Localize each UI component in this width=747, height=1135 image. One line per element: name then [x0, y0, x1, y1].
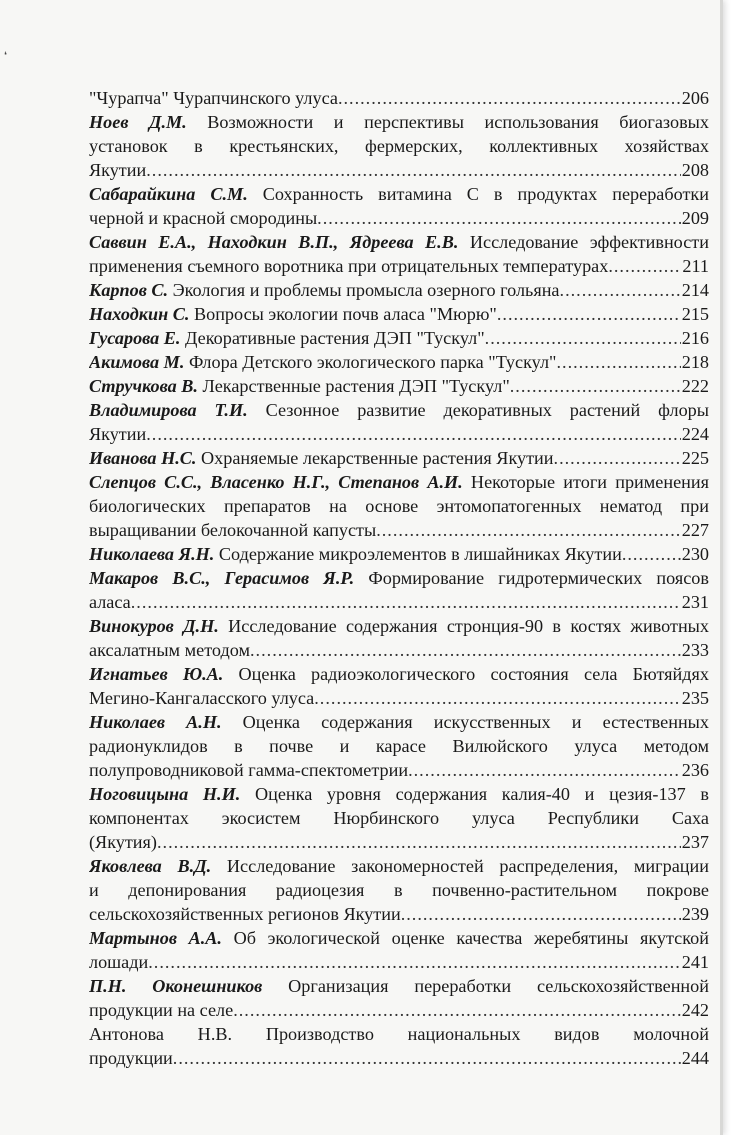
toc-entry-line: [89, 878, 709, 902]
toc-entry-author: Ноев Д.М.: [89, 112, 187, 132]
toc-entry: [89, 662, 709, 710]
toc-entry: [89, 614, 709, 662]
toc-entry: [89, 782, 709, 854]
toc-entry-page: 206: [681, 88, 709, 108]
toc-entry-author: Слепцов С.С., Власенко Н.Г., Степанов А.И.: [89, 472, 463, 492]
toc-entry-title: Якутии: [89, 424, 147, 444]
toc-entry-title: радионуклидов в почве и карасе Вилюйского улуса методом: [89, 736, 709, 756]
toc-entry-line: [89, 350, 709, 374]
toc-entry: [89, 230, 709, 278]
toc-entry-line: [89, 950, 709, 974]
toc-entry-title: Якутии: [89, 160, 147, 180]
toc-entry-author: Иванова Н.С.: [89, 448, 197, 468]
toc-entry-title: Оценка содержания искусственных и естественных: [221, 712, 709, 732]
dot-leader: [554, 446, 681, 470]
dot-leader: [338, 86, 681, 110]
toc-entry-title: Формирование гидротермических поясов: [354, 568, 709, 588]
toc-entry-line: [89, 662, 709, 686]
toc-entry-title: Лекарственные растения ДЭП "Тускул": [197, 376, 510, 396]
toc-entry-line: [89, 254, 709, 278]
toc-entry: [89, 926, 709, 974]
dot-leader: [317, 206, 681, 230]
toc-entry: [89, 398, 709, 446]
toc-entry-line: [89, 230, 709, 254]
dot-leader: [131, 590, 681, 614]
toc-entry-title: Вопросы экологии почв аласа "Мюрю": [189, 304, 497, 324]
dot-leader: [408, 758, 681, 782]
toc-entry-author: Николаев А.Н.: [89, 712, 222, 732]
dot-leader: [148, 950, 680, 974]
toc-entry-author: Николаева Я.Н.: [89, 544, 215, 564]
dot-leader: [173, 1046, 681, 1070]
dot-leader: [233, 998, 681, 1022]
toc-entry-author: Акимова М.: [89, 352, 185, 372]
toc-entry-title: Исследование эффективности: [458, 232, 709, 252]
toc-entry: [89, 350, 709, 374]
toc-entry-title: Возможности и перспективы использования биогазовых: [186, 112, 709, 132]
toc-entry-line: [89, 710, 709, 734]
toc-entry-page: 231: [681, 592, 709, 612]
toc-entry-author: Мартынов А.А.: [89, 928, 222, 948]
dot-leader: [556, 350, 680, 374]
toc-entry-author: Находкин С.: [89, 304, 190, 324]
toc-entry-line: [89, 470, 709, 494]
toc-entry-title: полупроводниковой гамма-спектометрии: [89, 760, 409, 780]
toc-entry-author: Яковлева В.Д.: [89, 856, 212, 876]
dot-leader: [157, 830, 681, 854]
toc-entry-page: 222: [681, 376, 709, 396]
toc-entry-title: черной и красной смородины: [89, 208, 318, 228]
toc-entry-title: Мегино-Кангаласского улуса: [89, 688, 315, 708]
toc-entry-author: Макаров В.С., Герасимов Я.Р.: [89, 568, 355, 588]
toc-entry-page: 211: [682, 256, 709, 276]
toc-entry: [89, 854, 709, 926]
toc-entry-page: 218: [681, 352, 709, 372]
toc-entry-line: [89, 302, 709, 326]
toc-entry-author: Гусарова Е.: [89, 328, 181, 348]
toc-entry-page: 236: [681, 760, 709, 780]
toc-entry-page: 239: [681, 904, 709, 924]
toc-entry-line: [89, 974, 709, 998]
toc-entry-title: Исследование содержания стронция-90 в костях животных: [218, 616, 709, 636]
toc-entry-line: [89, 686, 709, 710]
toc-entry: [89, 110, 709, 182]
toc-entry-line: [89, 854, 709, 878]
toc-entry-author: Ноговицына Н.И.: [89, 784, 241, 804]
toc-entry: [89, 974, 709, 1022]
toc-entry: [89, 542, 709, 566]
toc-entry-page: 216: [681, 328, 709, 348]
toc-entry-title: и депонирования радиоцезия в почвенно-растительном покрове: [89, 880, 709, 900]
toc-entry: [89, 446, 709, 470]
dot-leader: [250, 638, 681, 662]
toc-entry-line: [89, 110, 709, 134]
toc-entry-page: 208: [681, 160, 709, 180]
toc-entry-title: Об экологической оценке качества жеребятины якутской: [221, 928, 709, 948]
toc-entry: [89, 566, 709, 614]
toc-entry-page: 237: [681, 832, 709, 852]
dot-leader: [314, 686, 680, 710]
toc-entry-title: "Чурапча" Чурапчинского улуса: [89, 88, 338, 108]
toc-entry-line: [89, 182, 709, 206]
toc-entry-line: [89, 998, 709, 1022]
toc-entry-page: 215: [681, 304, 709, 324]
toc-entry-title: компонентах экосистем Нюрбинского улуса Республики Саха: [89, 808, 709, 828]
toc-entry-title: Некоторые итоги применения: [462, 472, 709, 492]
toc-entry-title: Оценка уровня содержания калия-40 и цезия-137 в: [240, 784, 709, 804]
toc-entry-page: 244: [681, 1048, 709, 1068]
toc-entry-title: продукции: [89, 1048, 173, 1068]
toc-entry-title: (Якутия): [89, 832, 157, 852]
toc-entry-line: [89, 542, 709, 566]
dot-leader: [146, 422, 681, 446]
toc-entry-line: [89, 566, 709, 590]
toc-entry-author: Владимирова Т.И.: [89, 400, 248, 420]
toc-entry: [89, 710, 709, 782]
toc-entry-title: выращивании белокочанной капусты: [89, 520, 377, 540]
toc-entry-line: [89, 1046, 709, 1070]
toc-entry-line: [89, 734, 709, 758]
toc-entry-author: Сабарайкина С.М.: [89, 184, 248, 204]
table-of-contents: [89, 86, 709, 1070]
toc-entry-author: Игнатьев Ю.А.: [89, 664, 224, 684]
toc-entry-title: Экология и проблемы промысла озерного гольяна: [168, 280, 560, 300]
toc-entry-line: [89, 398, 709, 422]
toc-entry-title: Сохранность витамина С в продуктах переработки: [247, 184, 709, 204]
toc-entry-line: [89, 158, 709, 182]
toc-entry-line: [89, 926, 709, 950]
toc-entry-line: [89, 86, 709, 110]
dot-leader: [622, 542, 681, 566]
toc-entry: [89, 1022, 709, 1070]
toc-entry-line: [89, 758, 709, 782]
dot-leader: [376, 518, 681, 542]
toc-entry-page: 224: [681, 424, 709, 444]
toc-entry-title: Организация переработки сельскохозяйственной: [262, 976, 709, 996]
toc-entry-page: 233: [681, 640, 709, 660]
toc-entry-title: Оценка радиоэкологического состояния села Бютяйдях: [223, 664, 709, 684]
toc-entry-page: 227: [681, 520, 709, 540]
toc-entry: [89, 302, 709, 326]
toc-entry-title: аласа: [89, 592, 131, 612]
toc-entry-title: Антонова Н.В. Производство национальных видов молочной: [89, 1024, 709, 1044]
toc-entry-title: Содержание микроэлементов в лишайниках Якутии: [214, 544, 622, 564]
toc-entry-title: применения съемного воротника при отрицательных температурах: [89, 256, 609, 276]
toc-entry-line: [89, 422, 709, 446]
dot-leader: [146, 158, 681, 182]
toc-entry-title: Охраняемые лекарственные растения Якутии: [196, 448, 554, 468]
toc-entry: [89, 470, 709, 542]
toc-entry-title: лошади: [89, 952, 149, 972]
toc-entry-line: [89, 518, 709, 542]
toc-entry-author: П.Н. Оконешников: [89, 976, 263, 996]
dot-leader: [401, 902, 681, 926]
toc-entry-line: [89, 614, 709, 638]
toc-entry-line: [89, 590, 709, 614]
toc-entry-title: Декоративные растения ДЭП "Тускул": [180, 328, 485, 348]
toc-entry-title: аксалатным методом: [89, 640, 250, 660]
toc-entry-title: Флора Детского экологического парка "Тускул": [184, 352, 557, 372]
toc-entry-page: 235: [681, 688, 709, 708]
toc-entry-line: [89, 446, 709, 470]
toc-entry-page: 214: [681, 280, 709, 300]
toc-entry-title: биологических препаратов на основе энтомопатогенных нематод при: [89, 496, 709, 516]
toc-entry-title: продукции на селе: [89, 1000, 234, 1020]
toc-entry-line: [89, 134, 709, 158]
toc-entry: [89, 182, 709, 230]
toc-entry-line: [89, 830, 709, 854]
toc-entry-line: [89, 278, 709, 302]
toc-entry-title: установок в крестьянских, фермерских, коллективных хозяйствах: [89, 136, 709, 156]
dot-leader: [560, 278, 681, 302]
toc-entry-page: 241: [681, 952, 709, 972]
toc-entry-line: [89, 902, 709, 926]
margin-mark: ❛: [4, 50, 7, 60]
toc-entry-line: [89, 638, 709, 662]
toc-entry-title: Сезонное развитие декоративных растений флоры: [247, 400, 709, 420]
toc-entry-title: Исследование закономерностей распределения, миграции: [211, 856, 709, 876]
toc-entry: [89, 86, 709, 110]
toc-entry-line: [89, 494, 709, 518]
toc-entry: [89, 374, 709, 398]
toc-entry-line: [89, 782, 709, 806]
toc-entry-title: сельскохозяйственных регионов Якутии: [89, 904, 401, 924]
toc-entry-line: [89, 1022, 709, 1046]
toc-entry-page: 225: [681, 448, 709, 468]
toc-entry-line: [89, 206, 709, 230]
toc-entry: [89, 326, 709, 350]
dot-leader: [608, 254, 681, 278]
dot-leader: [497, 302, 681, 326]
dot-leader: [485, 326, 681, 350]
dot-leader: [510, 374, 681, 398]
toc-entry-author: Стручкова В.: [89, 376, 198, 396]
toc-entry-line: [89, 806, 709, 830]
toc-entry-line: [89, 374, 709, 398]
toc-entry-author: Саввин Е.А., Находкин В.П., Ядреева Е.В.: [89, 232, 459, 252]
toc-entry-page: 242: [681, 1000, 709, 1020]
toc-entry-page: 209: [681, 208, 709, 228]
toc-entry-line: [89, 326, 709, 350]
toc-entry-page: 230: [681, 544, 709, 564]
toc-entry: [89, 278, 709, 302]
toc-entry-author: Винокуров Д.Н.: [89, 616, 219, 636]
toc-entry-author: Карпов С.: [89, 280, 169, 300]
